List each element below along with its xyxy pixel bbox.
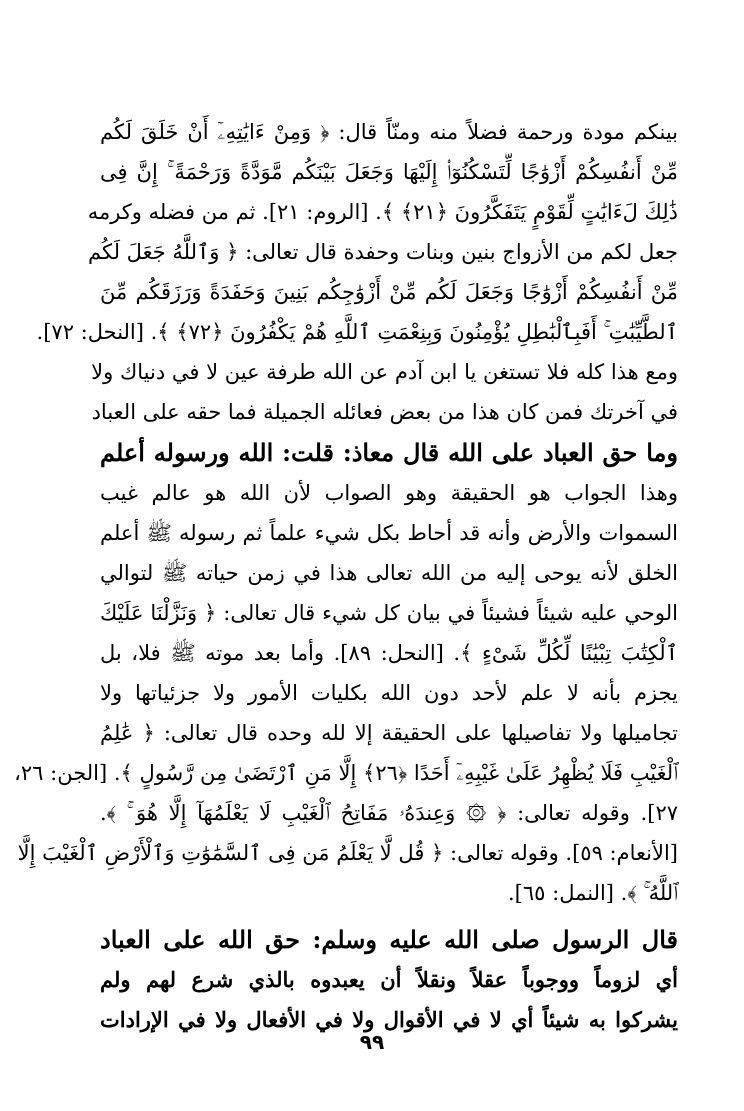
text-line: ذَٰلِكَ لَءَايَٰتٍ لِّقَوْمٍ يَتَفَكَّرُونَ ﴿٢١﴾ ﴾. [الروم: ٢١]. ثم من فضله وكرمه: [87, 200, 678, 224]
text-line: بينكم مودة ورحمة فضلاً منه ومنّاً قال: ﴿ وَمِنْ ءَايَٰتِهِۦٓ أَنْ خَلَقَ لَكُم: [100, 120, 678, 144]
section-heading: وما حق العباد على الله قال معاذ: قلت: الله ورسوله أعلم: [100, 438, 679, 467]
text-line: الخلق لأنه يوحى إليه من الله تعالى هذا في زمن حياته ﷺ لتوالي: [100, 561, 678, 585]
text-line: ٱلطَّيِّبَٰتِ ۚ أَفَبِٱلْبَٰطِلِ يُؤْمِنُونَ وَبِنِعْمَتِ ٱللَّهِ هُمْ يَكْفُرُونَ ﴿٧٢﴾ ﴾. [النحل: ٧٢].: [36, 320, 678, 344]
page-number: ٩٩: [359, 1030, 385, 1054]
text-line: يشركوا به شيئاً أي لا في الأقوال ولا في الأفعال ولا في الإرادات: [100, 1007, 678, 1032]
text-line: جعل لكم من الأزواج بنين وبنات وحفدة قال تعالى: ﴿ وَٱللَّهُ جَعَلَ لَكُم: [88, 240, 678, 264]
text-line: مِّنْ أَنفُسِكُمْ أَزْوَٰجًا وَجَعَلَ لَكُم مِّنْ أَزْوَٰجِكُم بَنِينَ وَحَفَدَةً وَرَزَقَكُم مِّنَ: [100, 280, 678, 304]
text-line: يجزم بأنه لا علم لأحد دون الله بكليات الأمور ولا جزئياتها ولا: [100, 681, 678, 705]
text-line: ٱلْغَيْبِ فَلَا يُظْهِرُ عَلَىٰ غَيْبِهِۦٓ أَحَدًا ﴿٢٦﴾ إِلَّا مَنِ ٱرْتَضَىٰ مِن رَّسُولٍ ﴾. [الجن: ٢٦،: [14, 761, 678, 785]
text-line: أي لزوماً ووجوباً عقلاً ونقلاً أن يعبدوه بالذي شرع لهم ولم: [100, 967, 678, 992]
text-line: وهذا الجواب هو الحقيقة وهو الصواب لأن الله هو عالم غيب: [100, 481, 678, 505]
text-line: الوحي عليه شيئاً فشيئاً في بيان كل شيء قال تعالى: ﴿ وَنَزَّلْنَا عَلَيْكَ: [100, 601, 678, 625]
text-line: ومع هذا كله فلا تستغن يا ابن آدم عن الله طرفة عين لا في دنياك ولا: [91, 360, 678, 384]
text-line: ٢٧]. وقوله تعالى: ﴿ ۞ وَعِندَهُۥ مَفَاتِحُ ٱلْغَيْبِ لَا يَعْلَمُهَآ إِلَّا هُوَ ۚ ﴾.: [100, 801, 678, 825]
text-line: السموات والأرض وأنه قد أحاط بكل شيء علماً ثم رسوله ﷺ أعلم: [100, 521, 678, 545]
text-line: ٱلْكِتَٰبَ تِبْيَٰنًا لِّكُلِّ شَىْءٍ ﴾. [النحل: ٨٩]. وأما بعد موته ﷺ فلا، بل: [100, 641, 678, 665]
text-line: ٱللَّهُ ۚ ﴾. [النمل: ٦٥].: [508, 881, 678, 905]
body-text: [14, 112, 679, 1040]
text-line: [الأنعام: ٥٩]. وقوله تعالى: ﴿ قُل لَّا يَعْلَمُ مَن فِى ٱلسَّمَٰوَٰتِ وَٱلْأَرْضِ ٱلْغَيْبَ إِلَّا: [17, 841, 678, 865]
text-line: تجاميلها ولا تفاصيلها على الحقيقة إلا لله وحده قال تعالى: ﴿ عَٰلِمُ: [100, 721, 678, 745]
text-line: في آخرتك فمن كان هذا من بعض فعائله الجميلة فما حقه على العباد: [91, 400, 678, 424]
text-line: مِّنْ أَنفُسِكُمْ أَزْوَٰجًا لِّتَسْكُنُوٓا۟ إِلَيْهَا وَجَعَلَ بَيْنَكُم مَّوَدَّةً وَرَحْمَةً ۚ إِنَّ فِى: [100, 160, 678, 184]
section-heading: قال الرسول صلى الله عليه وسلم: حق الله على العباد: [100, 925, 678, 954]
